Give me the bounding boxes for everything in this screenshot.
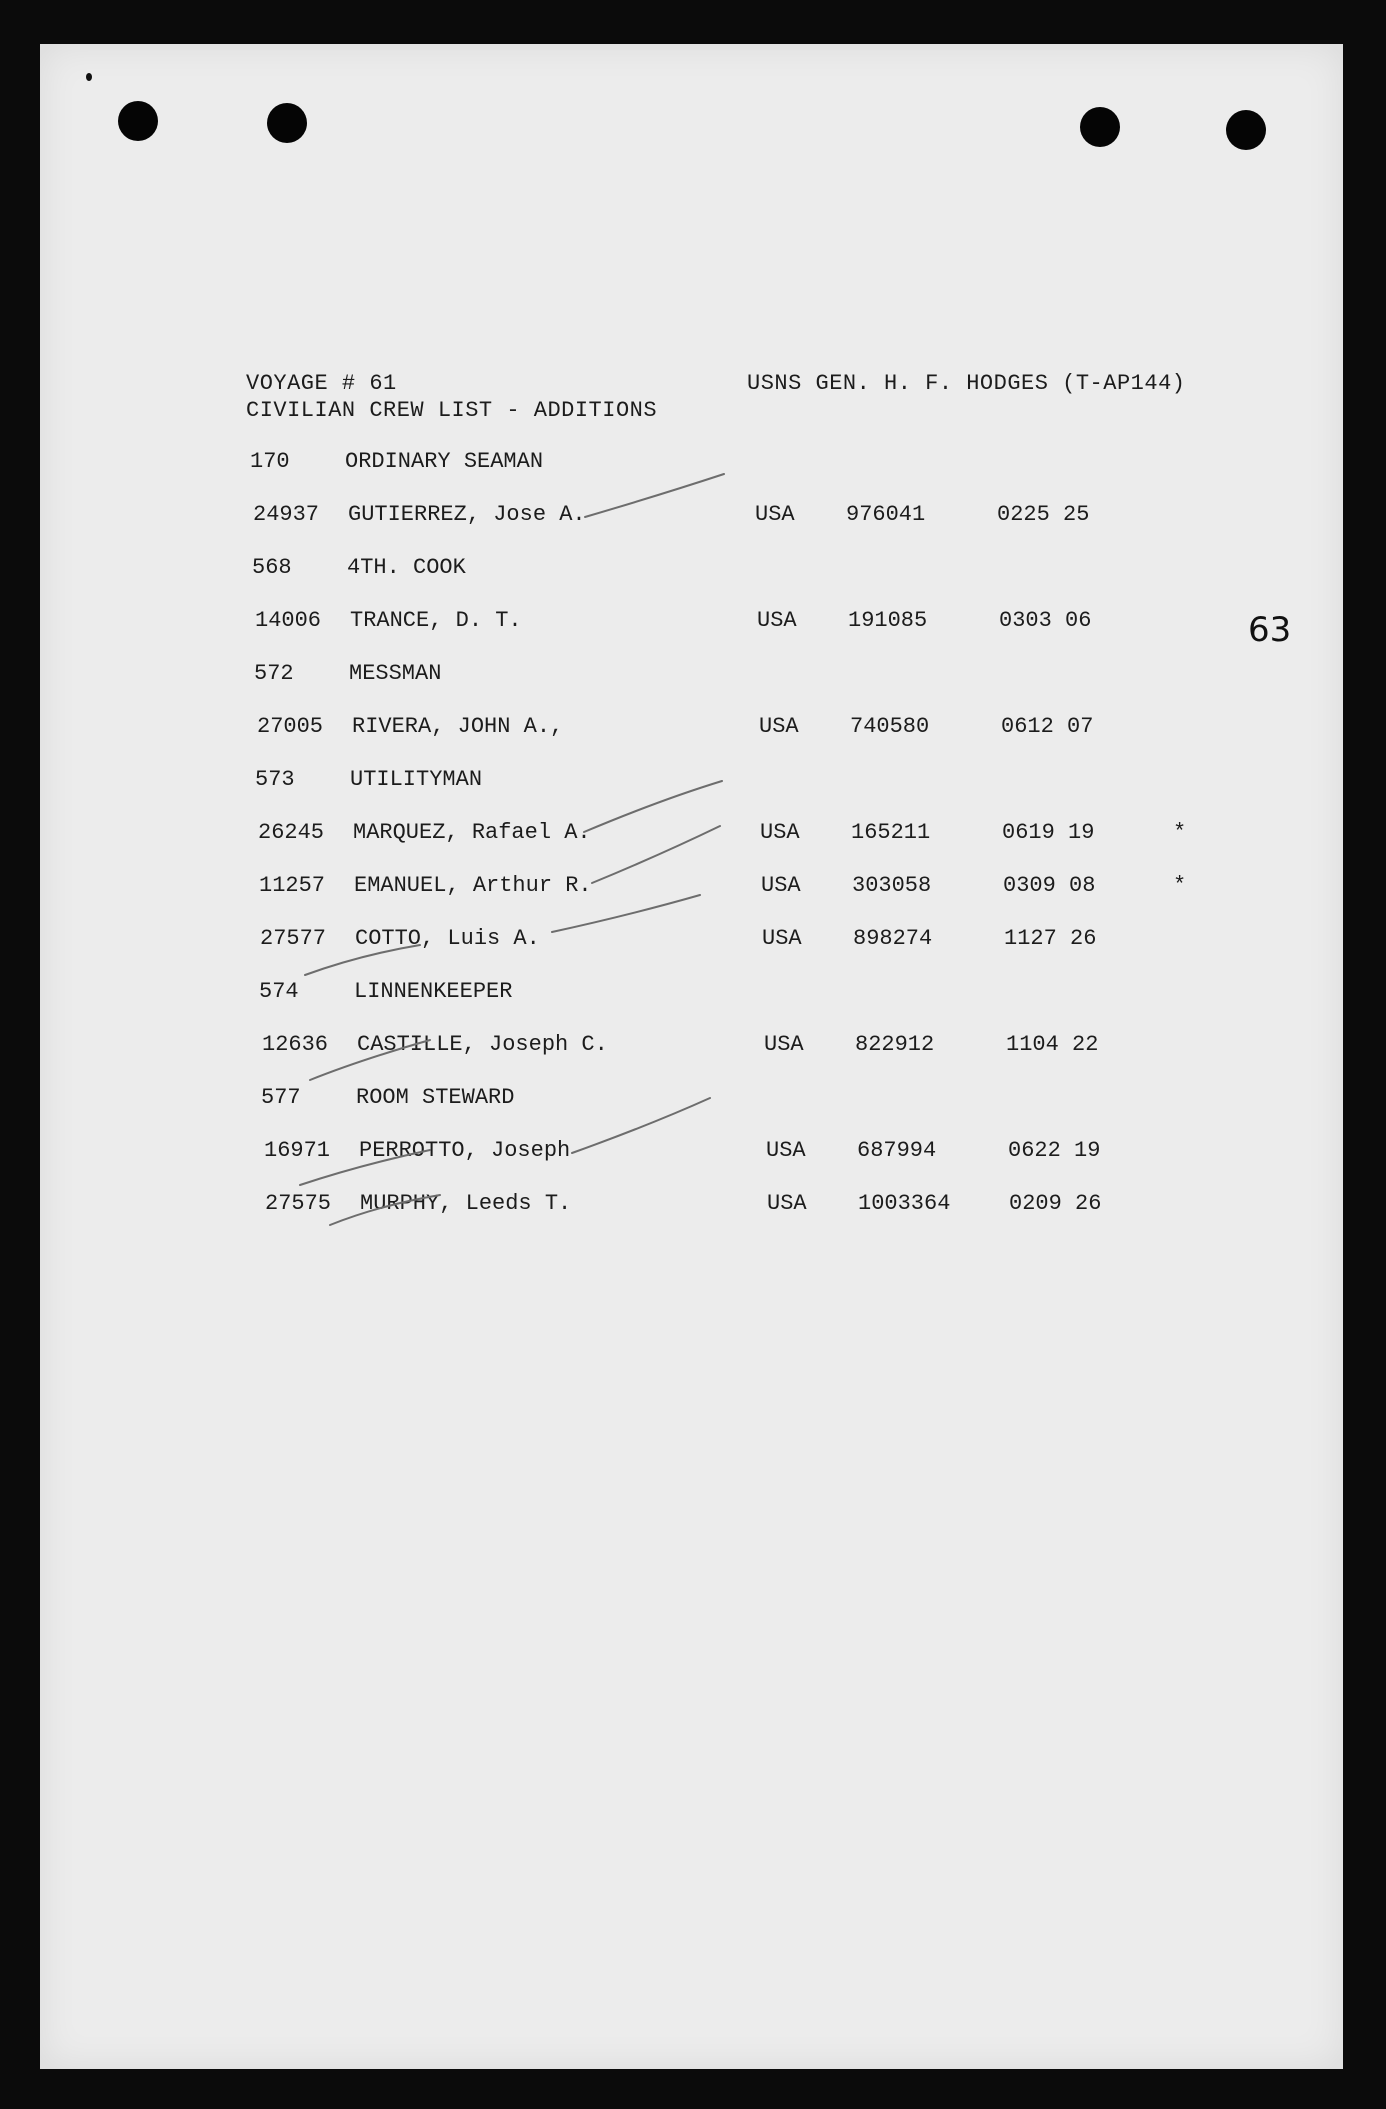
category-code: 577	[261, 1085, 301, 1110]
category-title: ORDINARY SEAMAN	[345, 449, 544, 474]
ship-name: USNS GEN. H. F. HODGES (T-AP144)	[747, 371, 1186, 396]
category-title: ROOM STEWARD	[356, 1085, 515, 1110]
crew-name: COTTO, Luis A.	[355, 926, 540, 951]
crew-name: GUTIERREZ, Jose A.	[348, 502, 586, 527]
crew-date: 0622 19	[1008, 1138, 1101, 1163]
crew-id: 12636	[262, 1032, 329, 1057]
crew-id: 27577	[260, 926, 327, 951]
crew-id: 24937	[253, 502, 320, 527]
asterisk-mark: *	[1173, 820, 1187, 845]
crew-name: MARQUEZ, Rafael A.	[353, 820, 591, 845]
crew-nationality: USA	[762, 926, 802, 951]
crew-document-number: 687994	[857, 1138, 937, 1163]
ink-speck	[86, 73, 92, 81]
crew-date: 1127 26	[1004, 926, 1097, 951]
crew-date: 0619 19	[1002, 820, 1095, 845]
crew-nationality: USA	[760, 820, 800, 845]
crew-date: 0612 07	[1001, 714, 1094, 739]
crew-nationality: USA	[764, 1032, 804, 1057]
crew-name: CASTILLE, Joseph C.	[357, 1032, 608, 1057]
crew-date: 0209 26	[1009, 1191, 1102, 1216]
crew-document-number: 976041	[846, 502, 926, 527]
punch-hole	[1080, 107, 1120, 147]
crew-date: 0225 25	[997, 502, 1090, 527]
asterisk-mark: *	[1173, 873, 1187, 898]
crew-id: 16971	[264, 1138, 331, 1163]
crew-document-number: 898274	[853, 926, 933, 951]
crew-id: 14006	[255, 608, 322, 633]
voyage-number: VOYAGE # 61	[246, 371, 397, 396]
crew-name: TRANCE, D. T.	[350, 608, 522, 633]
crew-nationality: USA	[759, 714, 799, 739]
category-title: 4TH. COOK	[347, 555, 466, 580]
punch-hole	[118, 101, 158, 141]
crew-document-number: 1003364	[858, 1191, 951, 1216]
crew-id: 11257	[259, 873, 326, 898]
punch-hole	[267, 103, 307, 143]
category-code: 574	[259, 979, 299, 1004]
category-title: MESSMAN	[349, 661, 442, 686]
punch-hole	[1226, 110, 1266, 150]
category-title: UTILITYMAN	[350, 767, 483, 792]
category-title: LINNENKEEPER	[354, 979, 513, 1004]
crew-id: 27005	[257, 714, 324, 739]
crew-name: RIVERA, JOHN A.,	[352, 714, 564, 739]
crew-id: 26245	[258, 820, 325, 845]
crew-document-number: 165211	[851, 820, 931, 845]
crew-date: 0303 06	[999, 608, 1092, 633]
crew-name: MURPHY, Leeds T.	[360, 1191, 572, 1216]
crew-id: 27575	[265, 1191, 332, 1216]
crew-document-number: 191085	[848, 608, 928, 633]
crew-name: PERROTTO, Joseph	[359, 1138, 571, 1163]
crew-nationality: USA	[757, 608, 797, 633]
crew-document-number: 740580	[850, 714, 930, 739]
category-code: 170	[250, 449, 290, 474]
crew-date: 0309 08	[1003, 873, 1096, 898]
crew-date: 1104 22	[1006, 1032, 1099, 1057]
crew-nationality: USA	[767, 1191, 807, 1216]
page-number: 63	[1248, 610, 1292, 650]
category-code: 572	[254, 661, 294, 686]
crew-document-number: 303058	[852, 873, 932, 898]
category-code: 573	[255, 767, 295, 792]
document-page	[40, 44, 1343, 2069]
crew-nationality: USA	[766, 1138, 806, 1163]
list-title: CIVILIAN CREW LIST - ADDITIONS	[246, 398, 658, 423]
crew-nationality: USA	[761, 873, 801, 898]
crew-name: EMANUEL, Arthur R.	[354, 873, 592, 898]
crew-nationality: USA	[755, 502, 795, 527]
crew-document-number: 822912	[855, 1032, 935, 1057]
category-code: 568	[252, 555, 292, 580]
